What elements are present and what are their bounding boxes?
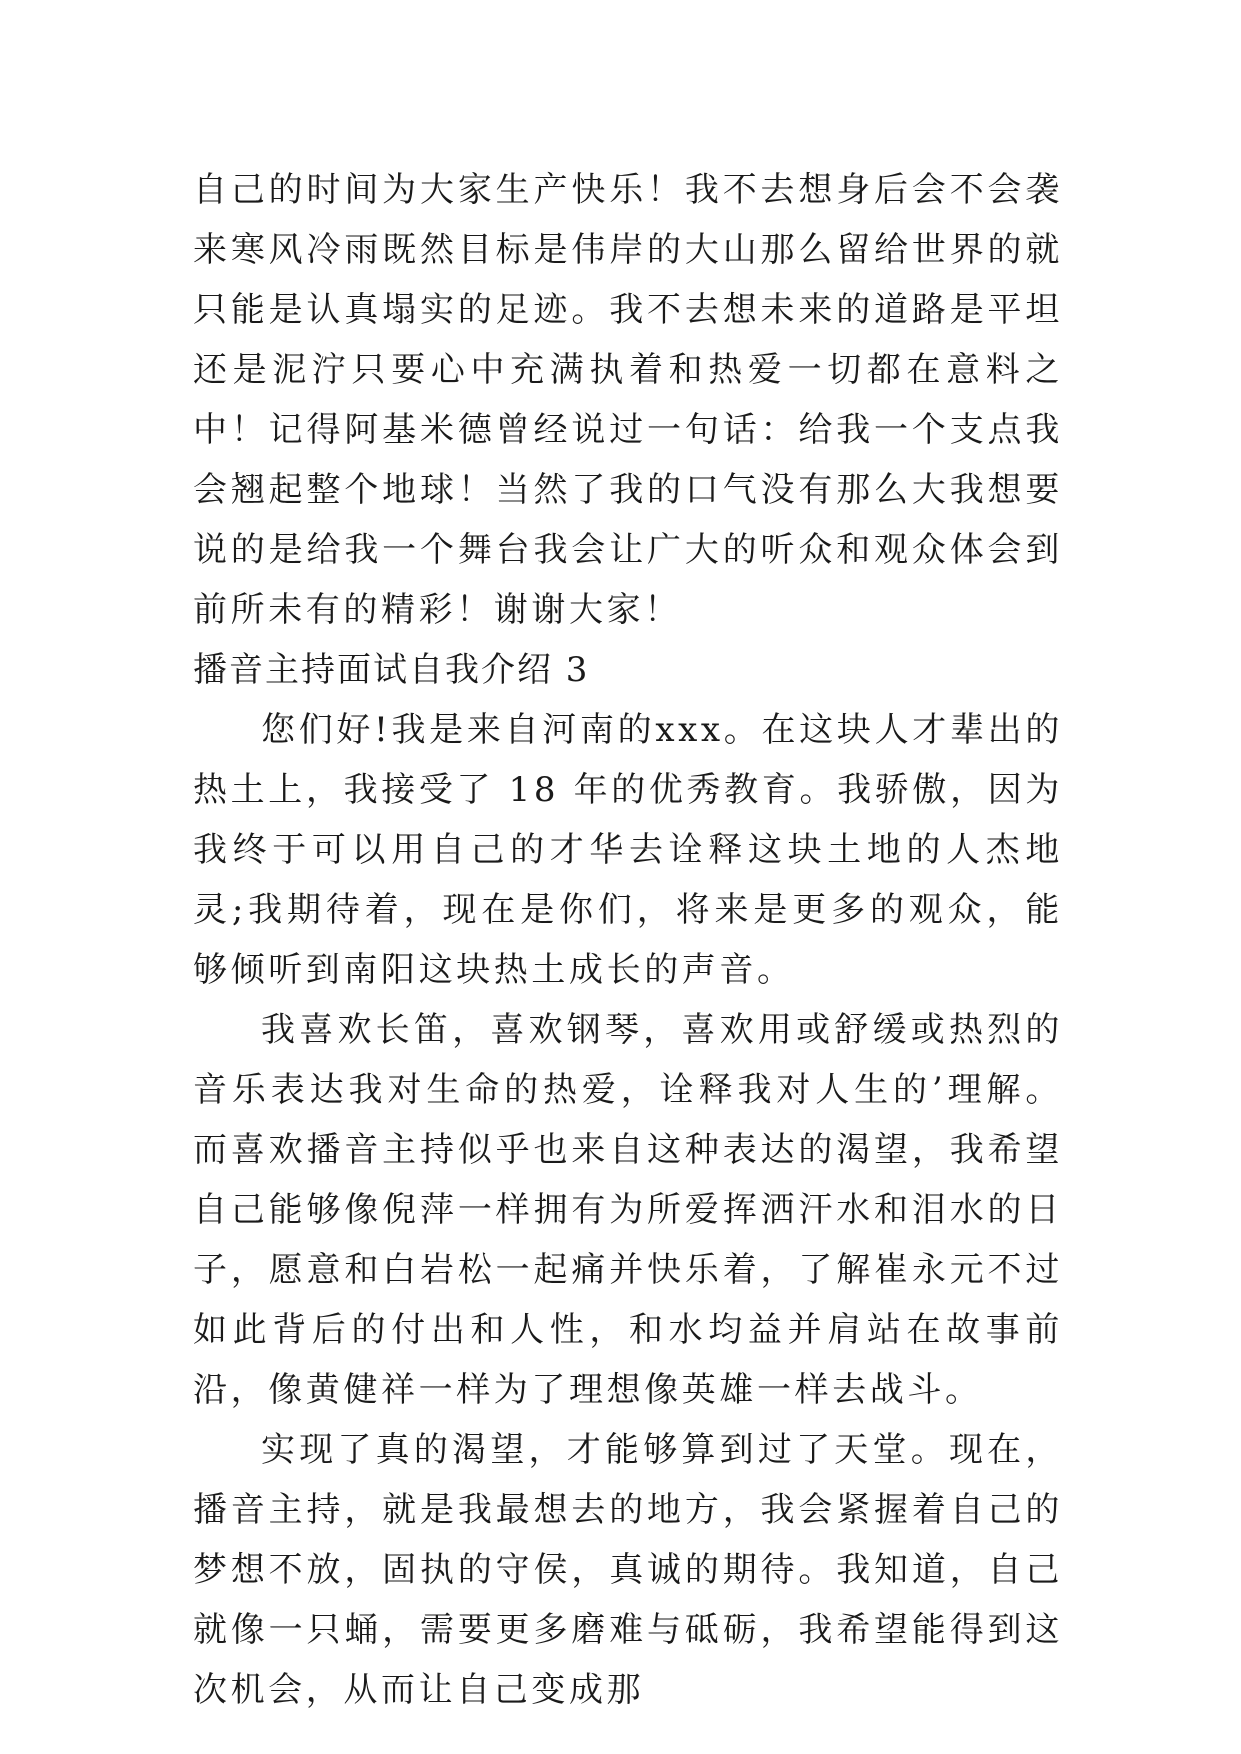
paragraph-intro: 您们好!我是来自河南的xxx。在这块人才辈出的热土上，我接受了 18 年的优秀教育。我骄傲，因为我终于可以用自己的才华去诠释这块土地的人杰地灵;我期待着，现在是你们，将来是更多的观众，能够倾听到南阳这块热土成长的声音。 — [193, 710, 1063, 990]
section-heading: 播音主持面试自我介绍 3 — [193, 650, 590, 690]
document-body — [193, 160, 1063, 1720]
continued-paragraph: 自己的时间为大家生产快乐！我不去想身后会不会袭来寒风冷雨既然目标是伟岸的大山那么留给世界的就只能是认真塌实的足迹。我不去想未来的道路是平坦还是泥泞只要心中充满执着和热爱一切都在意料之中！记得阿基米德曾经说过一句话：给我一个支点我会翘起整个地球！当然了我的口气没有那么大我想要说的是给我一个舞台我会让广大的听众和观众体会到前所未有的精彩！谢谢大家！ — [193, 170, 1063, 630]
paragraph-aspiration: 实现了真的渴望，才能够算到过了天堂。现在，播音主持，就是我最想去的地方，我会紧握着自己的梦想不放，固执的守侯，真诚的期待。我知道，自己就像一只蛹，需要更多磨难与砥砺，我希望能得到这次机会，从而让自己变成那 — [193, 1430, 1063, 1710]
paragraph-interests: 我喜欢长笛，喜欢钢琴，喜欢用或舒缓或热烈的音乐表达我对生命的热爱，诠释我对人生的’理解。而喜欢播音主持似乎也来自这种表达的渴望，我希望自己能够像倪萍一样拥有为所爱挥洒汗水和泪水的日子，愿意和白岩松一起痛并快乐着，了解崔永元不过如此背后的付出和人性，和水均益并肩站在故事前沿，像黄健祥一样为了理想像英雄一样去战斗。 — [193, 1010, 1063, 1410]
